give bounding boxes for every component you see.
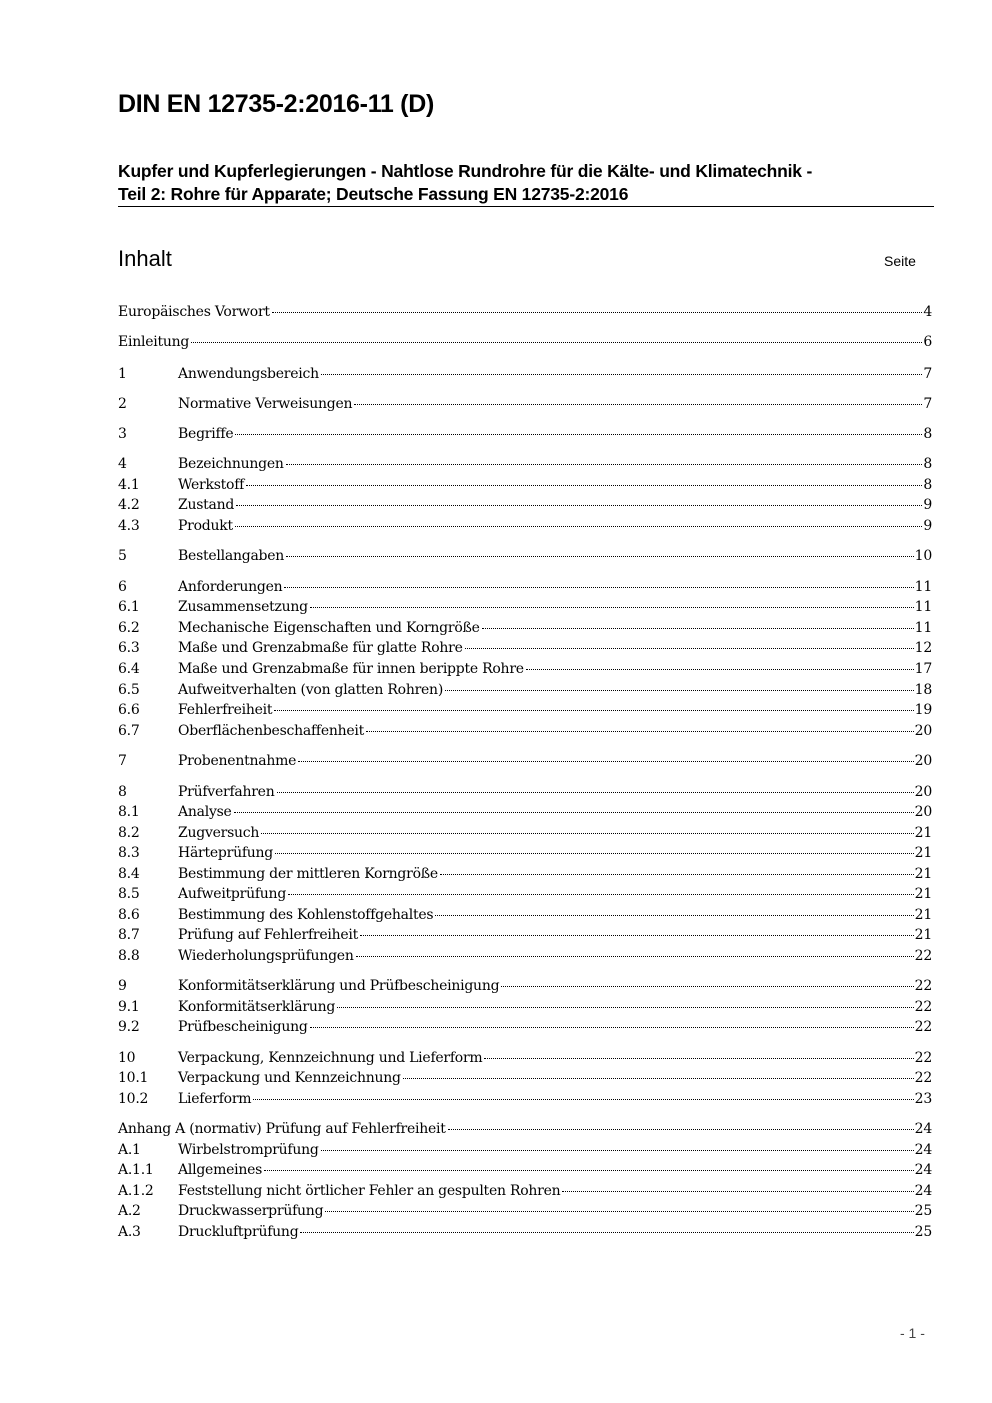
toc-entry-title: Oberflächenbeschaffenheit	[178, 723, 365, 739]
toc-entry-number: 9	[118, 978, 127, 994]
toc-dot-leader	[310, 1027, 914, 1028]
toc-entry[interactable]	[118, 302, 932, 322]
toc-entry[interactable]	[118, 1201, 932, 1221]
toc-entry-title: Allgemeines	[178, 1162, 263, 1178]
toc-entry-page: 20	[914, 723, 932, 739]
toc-entry-number: 9.2	[118, 1019, 140, 1035]
toc-entry-page: 24	[914, 1121, 932, 1137]
toc-entry[interactable]	[118, 843, 932, 863]
toc-entry-title: Aufweitverhalten (von glatten Rohren)	[178, 682, 444, 698]
toc-dot-leader	[448, 1129, 914, 1130]
toc-entry-page: 8	[923, 426, 932, 442]
toc-entry[interactable]	[118, 1140, 932, 1160]
toc-dot-leader	[484, 1058, 913, 1059]
toc-entry-number: 4.1	[118, 477, 140, 493]
toc-entry-title: Anhang A (normativ) Prüfung auf Fehlerfreiheit	[118, 1121, 446, 1137]
toc-entry-title: Wirbelstromprüfung	[178, 1142, 319, 1158]
toc-entry[interactable]	[118, 1089, 932, 1109]
toc-entry[interactable]	[118, 424, 932, 444]
toc-dot-leader	[354, 404, 922, 405]
toc-entry-title: Anwendungsbereich	[178, 366, 319, 382]
toc-entry-title: Mechanische Eigenschaften und Korngröße	[178, 620, 480, 636]
toc-entry-title: Bezeichnungen	[178, 456, 284, 472]
toc-entry-title: Verpackung und Kennzeichnung	[178, 1070, 401, 1086]
toc-entry[interactable]	[118, 976, 932, 996]
toc-dot-leader	[235, 526, 922, 527]
toc-dot-leader	[435, 915, 913, 916]
toc-entry-page: 23	[914, 1091, 932, 1107]
toc-entry[interactable]	[118, 823, 932, 843]
toc-entry[interactable]	[118, 454, 932, 474]
toc-entry[interactable]	[118, 721, 932, 741]
toc-entry-number: 6	[118, 579, 127, 595]
toc-entry-title: Zugversuch	[178, 825, 260, 841]
toc-entry[interactable]	[118, 751, 932, 771]
toc-entry-page: 24	[914, 1142, 932, 1158]
toc-dot-leader	[298, 761, 913, 762]
toc-entry-number: 3	[118, 426, 127, 442]
toc-entry[interactable]	[118, 659, 932, 679]
toc-entry-page: 12	[914, 640, 932, 656]
toc-entry[interactable]	[118, 884, 932, 904]
toc-entry[interactable]	[118, 864, 932, 884]
toc-page-column-label: Seite	[884, 253, 916, 269]
toc-dot-leader	[526, 669, 914, 670]
toc-entry[interactable]	[118, 1119, 932, 1139]
toc-entry[interactable]	[118, 925, 932, 945]
toc-entry-number: 8.2	[118, 825, 140, 841]
toc-entry[interactable]	[118, 700, 932, 720]
toc-entry-page: 4	[923, 304, 932, 320]
toc-entry[interactable]	[118, 618, 932, 638]
toc-entry-number: A.2	[118, 1203, 141, 1219]
toc-entry-page: 22	[914, 948, 932, 964]
toc-entry[interactable]	[118, 394, 932, 414]
toc-dot-leader	[246, 485, 922, 486]
toc-dot-leader	[321, 374, 922, 375]
toc-entry-number: A.1	[118, 1142, 141, 1158]
toc-entry-title: Maße und Grenzabmaße für glatte Rohre	[178, 640, 463, 656]
toc-entry-title: Prüfung auf Fehlerfreiheit	[178, 927, 358, 943]
toc-entry-page: 11	[914, 599, 932, 615]
toc-entry-page: 21	[914, 927, 932, 943]
toc-entry-title: Aufweitprüfung	[178, 886, 287, 902]
toc-entry-page: 6	[923, 334, 932, 350]
toc-entry-title: Produkt	[178, 518, 233, 534]
toc-entry[interactable]	[118, 997, 932, 1017]
toc-entry-title: Maße und Grenzabmaße für innen berippte Rohre	[178, 661, 524, 677]
toc-entry-number: 8.1	[118, 804, 140, 820]
toc-entry-page: 7	[923, 396, 932, 412]
toc-entry[interactable]	[118, 1068, 932, 1088]
toc-entry-number: 8.8	[118, 948, 140, 964]
toc-entry[interactable]	[118, 905, 932, 925]
toc-entry-number: 6.1	[118, 599, 140, 615]
toc-entry-title: Einleitung	[118, 334, 190, 350]
page-number: - 1 -	[900, 1325, 925, 1341]
toc-entry-page: 17	[914, 661, 932, 677]
toc-entry[interactable]	[118, 597, 932, 617]
toc-entry-number: 6.6	[118, 702, 140, 718]
toc-heading: Inhalt	[118, 246, 172, 271]
toc-entry-page: 21	[914, 825, 932, 841]
toc-entry-title: Bestimmung der mittleren Korngröße	[178, 866, 438, 882]
toc-entry-number: A.1.2	[118, 1183, 154, 1199]
toc-entry-number: 8.4	[118, 866, 140, 882]
toc-entry[interactable]	[118, 546, 932, 566]
toc-entry-page: 21	[914, 886, 932, 902]
toc-dot-leader	[272, 312, 923, 313]
toc-dot-leader	[465, 648, 914, 649]
toc-entry-page: 21	[914, 866, 932, 882]
toc-entry-number: 10.1	[118, 1070, 149, 1086]
toc-entry-number: 8.7	[118, 927, 140, 943]
toc-entry-page: 10	[914, 548, 932, 564]
toc-entry-number: 8.5	[118, 886, 140, 902]
toc-entry-number: A.3	[118, 1224, 141, 1240]
toc-entry-page: 24	[914, 1162, 932, 1178]
toc-entry-title: Lieferform	[178, 1091, 252, 1107]
toc-entry-page: 22	[914, 978, 932, 994]
toc-entry-page: 8	[923, 477, 932, 493]
toc-dot-leader	[360, 935, 914, 936]
toc-dot-leader	[501, 986, 913, 987]
toc-entry-page: 25	[914, 1224, 932, 1240]
toc-entry[interactable]	[118, 680, 932, 700]
toc-entry[interactable]	[118, 1017, 932, 1037]
toc-entry-page: 25	[914, 1203, 932, 1219]
toc-entry-page: 20	[914, 784, 932, 800]
toc-entry-page: 21	[914, 845, 932, 861]
toc-entry[interactable]	[118, 1222, 932, 1242]
toc-entry[interactable]	[118, 946, 932, 966]
toc-entry-number: 6.5	[118, 682, 140, 698]
toc-dot-leader	[310, 607, 914, 608]
toc-dot-leader	[300, 1232, 913, 1233]
toc-entry[interactable]	[118, 782, 932, 802]
toc-entry-title: Härteprüfung	[178, 845, 274, 861]
toc-dot-leader	[284, 587, 913, 588]
toc-dot-leader	[274, 710, 913, 711]
toc-entry[interactable]	[118, 475, 932, 495]
toc-dot-leader	[286, 464, 923, 465]
toc-entry-title: Begriffe	[178, 426, 234, 442]
toc-entry-page: 19	[914, 702, 932, 718]
toc-entry-page: 11	[914, 620, 932, 636]
toc-entry-title: Wiederholungsprüfungen	[178, 948, 354, 964]
toc-dot-leader	[236, 505, 922, 506]
toc-dot-leader	[277, 792, 914, 793]
toc-entry-title: Zustand	[178, 497, 235, 513]
toc-entry-page: 22	[914, 1050, 932, 1066]
toc-entry-title: Feststellung nicht örtlicher Fehler an gespulten Rohren	[178, 1183, 561, 1199]
toc-dot-leader	[562, 1191, 913, 1192]
toc-dot-leader	[403, 1078, 914, 1079]
toc-dot-leader	[288, 894, 914, 895]
toc-entry-number: 6.7	[118, 723, 140, 739]
toc-entry-title: Druckwasserprüfung	[178, 1203, 324, 1219]
toc-dot-leader	[445, 690, 914, 691]
toc-entry-number: 6.3	[118, 640, 140, 656]
toc-entry-title: Zusammensetzung	[178, 599, 308, 615]
toc-entry-page: 11	[914, 579, 932, 595]
toc-entry[interactable]	[118, 638, 932, 658]
toc-entry-number: A.1.1	[118, 1162, 154, 1178]
toc-dot-leader	[356, 956, 914, 957]
toc-dot-leader	[191, 342, 922, 343]
toc-dot-leader	[440, 874, 914, 875]
toc-entry[interactable]	[118, 1181, 932, 1201]
toc-entry-number: 10	[118, 1050, 136, 1066]
subtitle-line-1: Kupfer und Kupferlegierungen - Nahtlose Rundrohre für die Kälte- und Klimatechnik -	[118, 161, 813, 181]
toc-entry[interactable]	[118, 332, 932, 352]
toc-entry-title: Konformitätserklärung	[178, 999, 336, 1015]
toc-dot-leader	[325, 1211, 913, 1212]
toc-entry-title: Anforderungen	[178, 579, 283, 595]
toc-dot-leader	[261, 833, 914, 834]
toc-entry-title: Normative Verweisungen	[178, 396, 353, 412]
toc-entry-page: 22	[914, 999, 932, 1015]
toc-entry-page: 9	[923, 518, 932, 534]
toc-entry-title: Probenentnahme	[178, 753, 297, 769]
toc-entry-page: 22	[914, 1019, 932, 1035]
toc-dot-leader	[235, 434, 922, 435]
document-subtitle	[118, 160, 932, 206]
toc-entry-number: 4.2	[118, 497, 140, 513]
toc-dot-leader	[275, 853, 914, 854]
toc-entry-title: Prüfverfahren	[178, 784, 275, 800]
toc-entry-number: 5	[118, 548, 127, 564]
toc-entry-page: 18	[914, 682, 932, 698]
toc-dot-leader	[264, 1170, 914, 1171]
toc-entry-number: 4	[118, 456, 127, 472]
toc-entry-title: Verpackung, Kennzeichnung und Lieferform	[178, 1050, 483, 1066]
toc-entry-number: 8.6	[118, 907, 140, 923]
toc-entry-title: Analyse	[178, 804, 232, 820]
toc-entry[interactable]	[118, 495, 932, 515]
toc-entry-number: 2	[118, 396, 127, 412]
toc-entry-page: 22	[914, 1070, 932, 1086]
toc-entry[interactable]	[118, 1048, 932, 1068]
toc-dot-leader	[286, 556, 914, 557]
toc-entry[interactable]	[118, 1160, 932, 1180]
toc-entry-page: 9	[923, 497, 932, 513]
toc-dot-leader	[482, 628, 914, 629]
toc-entry-title: Bestellangaben	[178, 548, 285, 564]
toc-entry-page: 20	[914, 804, 932, 820]
toc-entry[interactable]	[118, 364, 932, 384]
toc-entry-number: 9.1	[118, 999, 140, 1015]
toc-entry-number: 1	[118, 366, 127, 382]
toc-entry-number: 6.4	[118, 661, 140, 677]
toc-dot-leader	[337, 1007, 914, 1008]
toc-entry-title: Konformitätserklärung und Prüfbescheinigung	[178, 978, 500, 994]
toc-entry-page: 24	[914, 1183, 932, 1199]
toc-entry-title: Europäisches Vorwort	[118, 304, 270, 320]
toc-entry-number: 8	[118, 784, 127, 800]
toc-entry-title: Prüfbescheinigung	[178, 1019, 308, 1035]
toc-entry-title: Bestimmung des Kohlenstoffgehaltes	[178, 907, 434, 923]
toc-entry-title: Fehlerfreiheit	[178, 702, 273, 718]
toc-entry-number: 10.2	[118, 1091, 149, 1107]
toc-entry-page: 7	[923, 366, 932, 382]
document-title: DIN EN 12735-2:2016-11 (D)	[118, 90, 434, 118]
toc-entry-number: 4.3	[118, 518, 140, 534]
toc-entry-number: 8.3	[118, 845, 140, 861]
toc-entry-number: 6.2	[118, 620, 140, 636]
toc-entry-page: 21	[914, 907, 932, 923]
toc-dot-leader	[321, 1150, 914, 1151]
toc-entry-number: 7	[118, 753, 127, 769]
toc-entry[interactable]	[118, 802, 932, 822]
subtitle-line-2: Teil 2: Rohre für Apparate; Deutsche Fassung EN 12735-2:2016	[118, 184, 629, 204]
toc-dot-leader	[234, 812, 914, 813]
toc-entry[interactable]	[118, 516, 932, 536]
toc-dot-leader	[253, 1099, 913, 1100]
subtitle-divider	[118, 206, 934, 207]
toc-entry-page: 8	[923, 456, 932, 472]
toc-entry-page: 20	[914, 753, 932, 769]
toc-entry[interactable]	[118, 577, 932, 597]
toc-dot-leader	[366, 731, 914, 732]
toc-entry-title: Werkstoff	[178, 477, 245, 493]
toc-entry-title: Druckluftprüfung	[178, 1224, 299, 1240]
